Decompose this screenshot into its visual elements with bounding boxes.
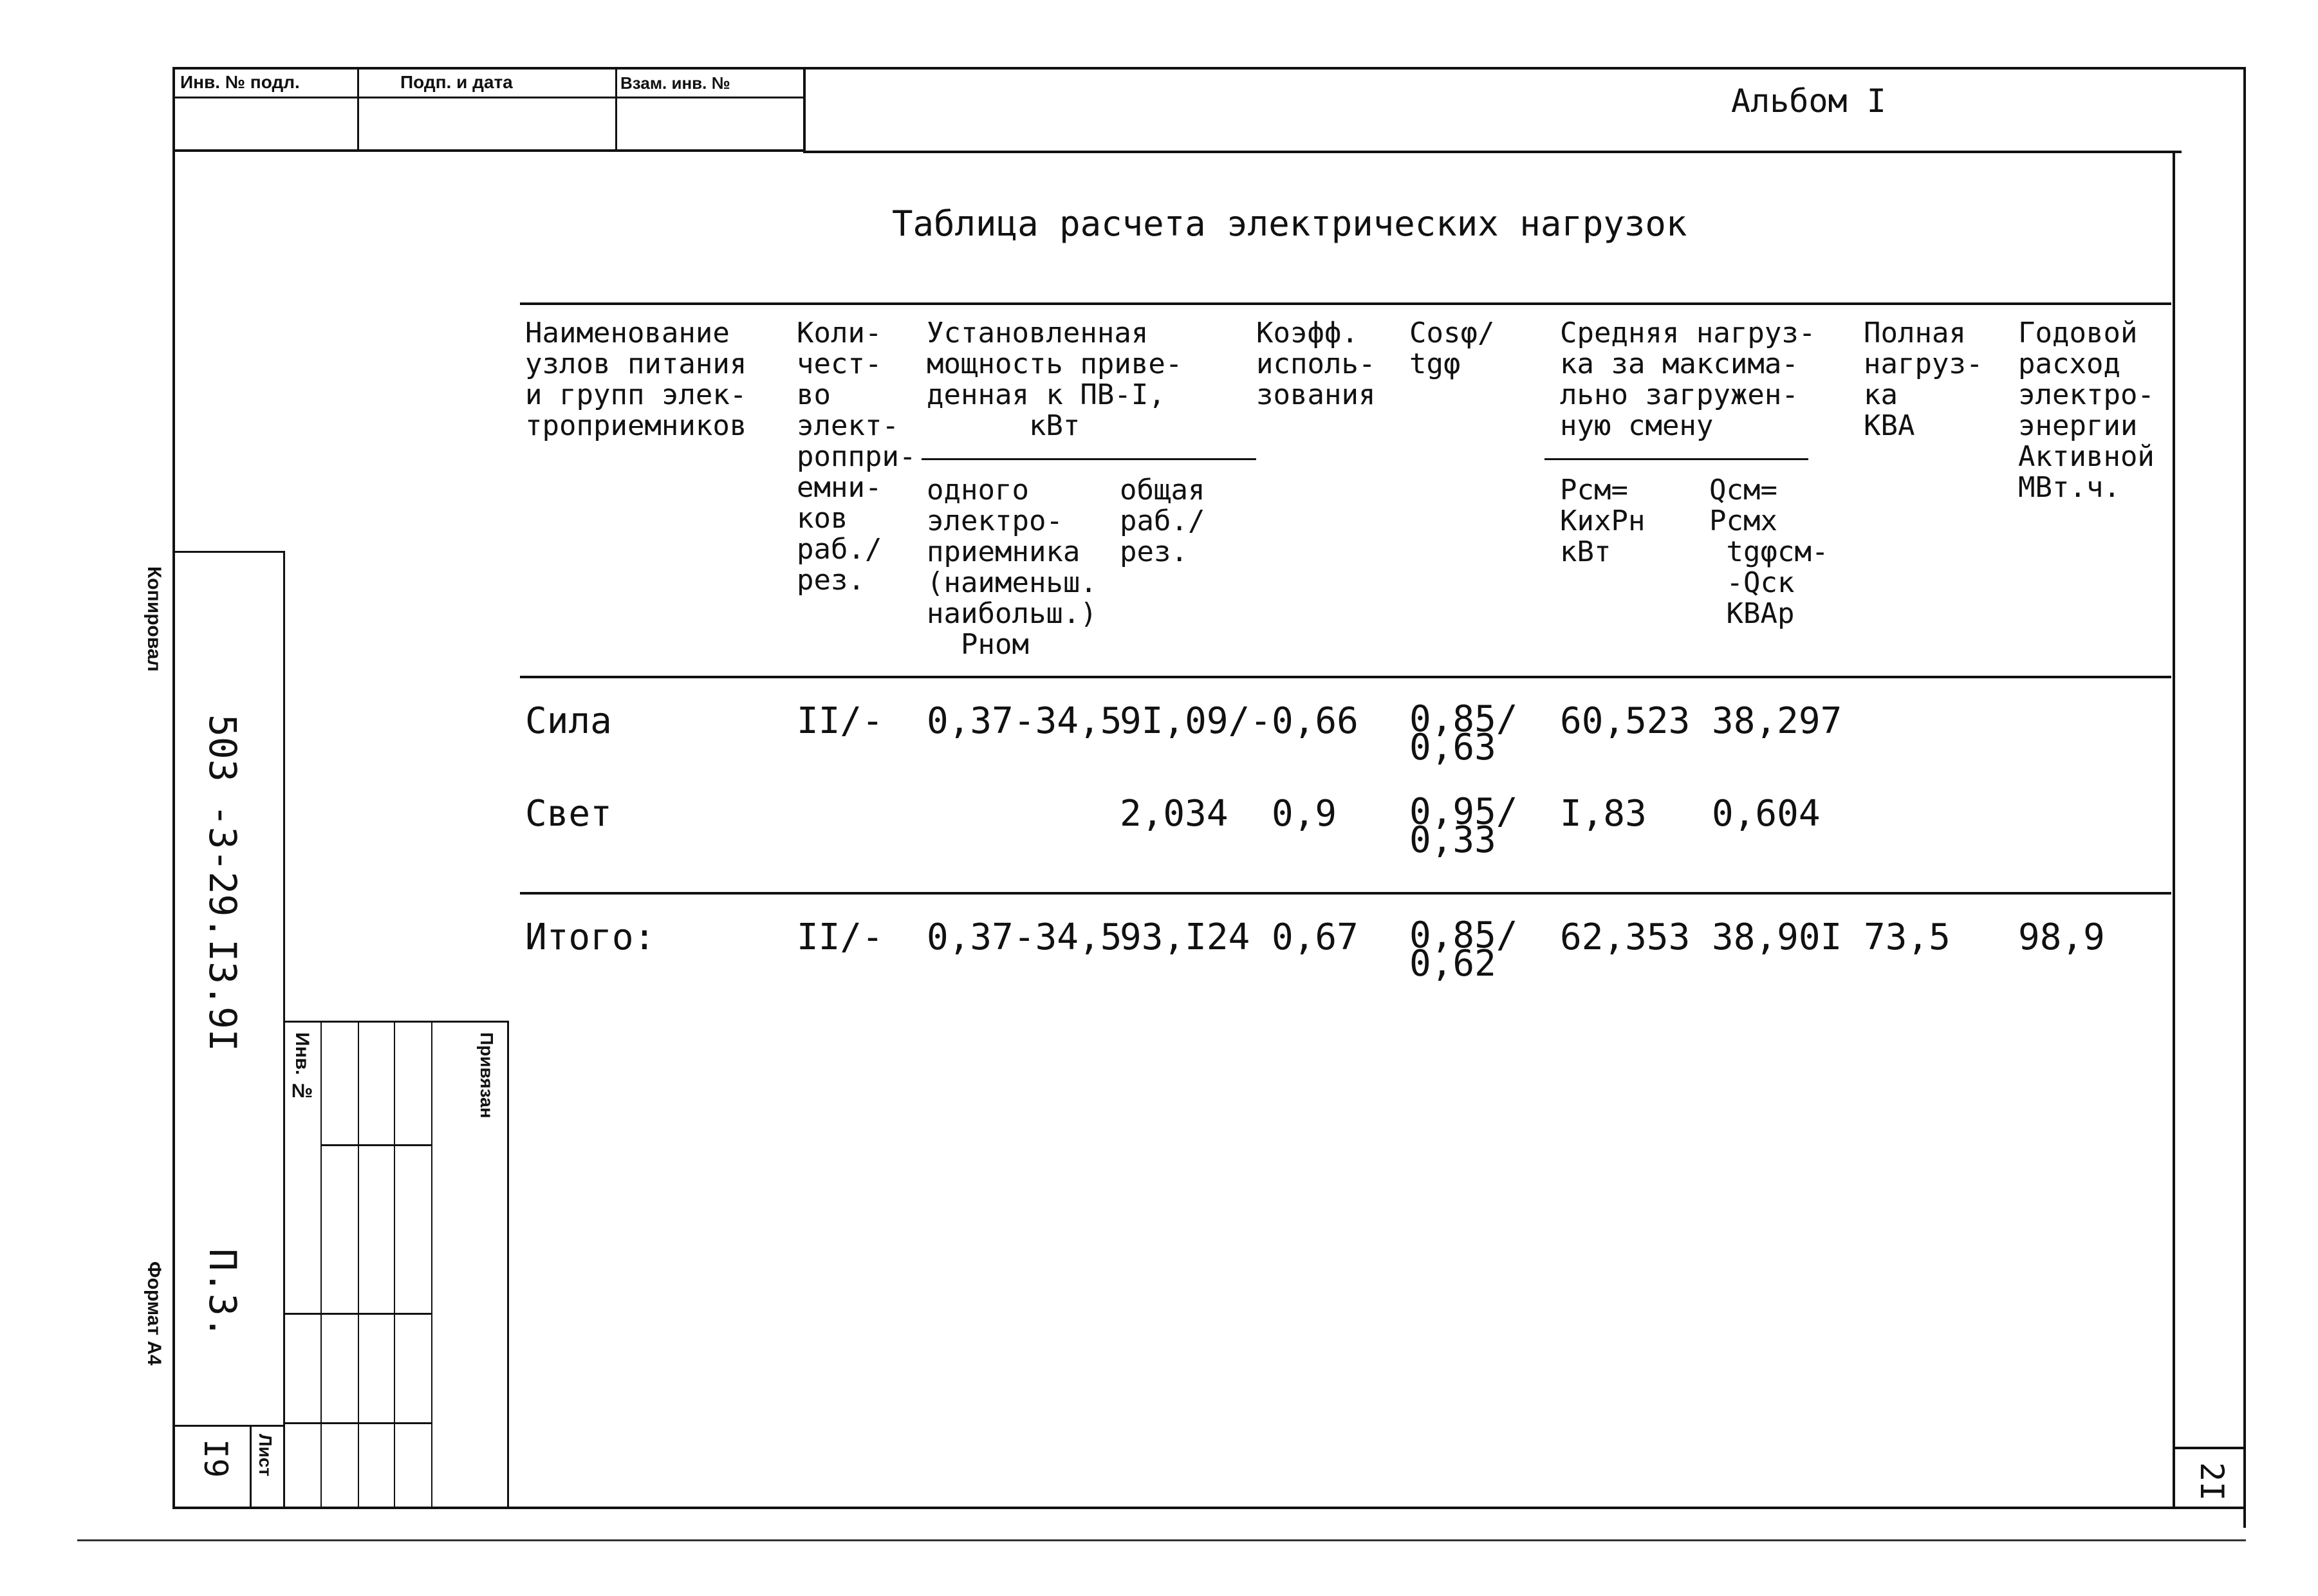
stamp-podp-data: Подп. и дата [400,72,513,92]
page-box-top [2173,1447,2245,1449]
stamp-grid [283,551,285,1508]
table-title: Таблица расчета электрических нагрузок [892,203,1687,244]
album-label: Альбом I [1731,82,1886,120]
page-baseline [77,1539,2246,1541]
table-row-name: Свет [525,793,612,835]
table-row-cos-tg: 0,95/ 0,33 [1409,791,1518,861]
table-row-name: Сила [525,700,612,742]
table-row-p-one: 0,37-34,5 [927,700,1122,742]
stamp-grid [172,97,806,98]
header-avg-load: Средняя нагруз- ка за максима- льно загружен- ную смену [1560,317,1816,442]
table-row-p-total: 93,I24 [1120,916,1250,958]
header-usage-coef: Коэфф. исполь- зования [1256,317,1376,411]
table-row-q-sm: 38,90I [1712,916,1842,958]
header-power-total: общая раб./ рез. [1120,474,1205,568]
table-row-count: II/- [797,700,884,742]
stamp-grid [172,551,284,553]
table-rule-sub [922,458,1256,460]
stamp-grid [357,67,359,151]
header-p-sm: Рсм= КихРн кВт [1560,474,1646,568]
table-rule-sub [1544,458,1808,460]
sheet-label: Лист [255,1434,275,1477]
document-code: 503 -3-29.I3.9I [201,714,245,1052]
header-cos-tg: Cosφ/ tgφ [1409,317,1495,380]
header-q-sm: Qсм= Рсмх tgφсм- -Qск КВАр [1709,474,1829,630]
table-row-p-sm: 60,523 [1560,700,1691,742]
table-rule-top [520,302,2171,305]
table-row-cos-tg: 0,85/ 0,62 [1409,914,1518,985]
table-row-s-full: 73,5 [1864,916,1951,958]
format-label: Формат А4 [144,1261,165,1366]
header-annual-energy: Годовой расход электро- энергии Активной МВт.ч. [2018,317,2155,504]
inv-no-label: Инв. № [292,1032,313,1102]
table-rule-header [520,676,2171,678]
table-row-p-one: 0,37-34,5 [927,916,1122,958]
stamp-grid [172,1425,284,1427]
table-row-p-total: 9I,09/- [1120,700,1272,742]
frame-top [172,67,2245,70]
table-row-name: Итого: [525,916,656,958]
stamp-grid [172,149,806,152]
stamp-grid [320,1021,322,1508]
table-row-p-sm: I,83 [1560,793,1647,835]
stamp-grid [431,1021,432,1508]
header-power-one: одного электро- приемника (наименьш. наибольш.) Рном [927,474,1097,661]
frame-left [172,67,175,1508]
inner-top-rule [804,151,2182,153]
table-row-count: II/- [797,916,884,958]
frame-right [2243,67,2246,1528]
table-row-p-sm: 62,353 [1560,916,1691,958]
table-row-q-sm: 38,297 [1712,700,1842,742]
table-row-cos-tg: 0,85/ 0,63 [1409,698,1518,768]
header-installed-power: Установленная мощность приве- денная к ПВ-I, кВт [927,317,1183,442]
stamp-grid [394,1021,395,1508]
table-row-k-use: 0,9 [1272,793,1337,835]
frame-bottom [172,1507,2246,1509]
header-full-load: Полная нагруз- ка КВА [1864,317,1983,442]
page-number: 2I [2193,1462,2230,1501]
table-rule-total [520,892,2171,895]
stamp-grid [250,1425,252,1508]
table-row-k-use: 0,67 [1272,916,1358,958]
privyazan-label: Привязан [477,1032,497,1118]
stamp-grid [615,67,617,151]
stamp-grid [283,1422,432,1424]
table-row-p-total: 2,034 [1120,793,1229,835]
stamp-grid [803,67,806,153]
stamp-grid [507,1021,509,1508]
kopiroval-label: Копировал [144,566,165,672]
header-name: Наименование узлов питания и групп элек- троприемников [525,317,747,442]
inner-right-rule [2173,151,2175,1508]
stamp-vzam-inv: Взам. инв. № [620,73,730,93]
table-row-annual: 98,9 [2018,916,2105,958]
sheet-number: I9 [197,1439,234,1478]
stamp-grid [283,1021,508,1023]
header-count: Коли- чест- во элект- роппри- емни- ков раб./ рез. [797,317,916,597]
stamp-grid [320,1144,431,1146]
section-number: П.3. [201,1248,245,1339]
stamp-inv-podl: Инв. № подл. [180,72,300,92]
table-row-q-sm: 0,604 [1712,793,1821,835]
table-row-k-use: 0,66 [1272,700,1358,742]
stamp-grid [283,1313,432,1315]
stamp-grid [358,1021,359,1508]
